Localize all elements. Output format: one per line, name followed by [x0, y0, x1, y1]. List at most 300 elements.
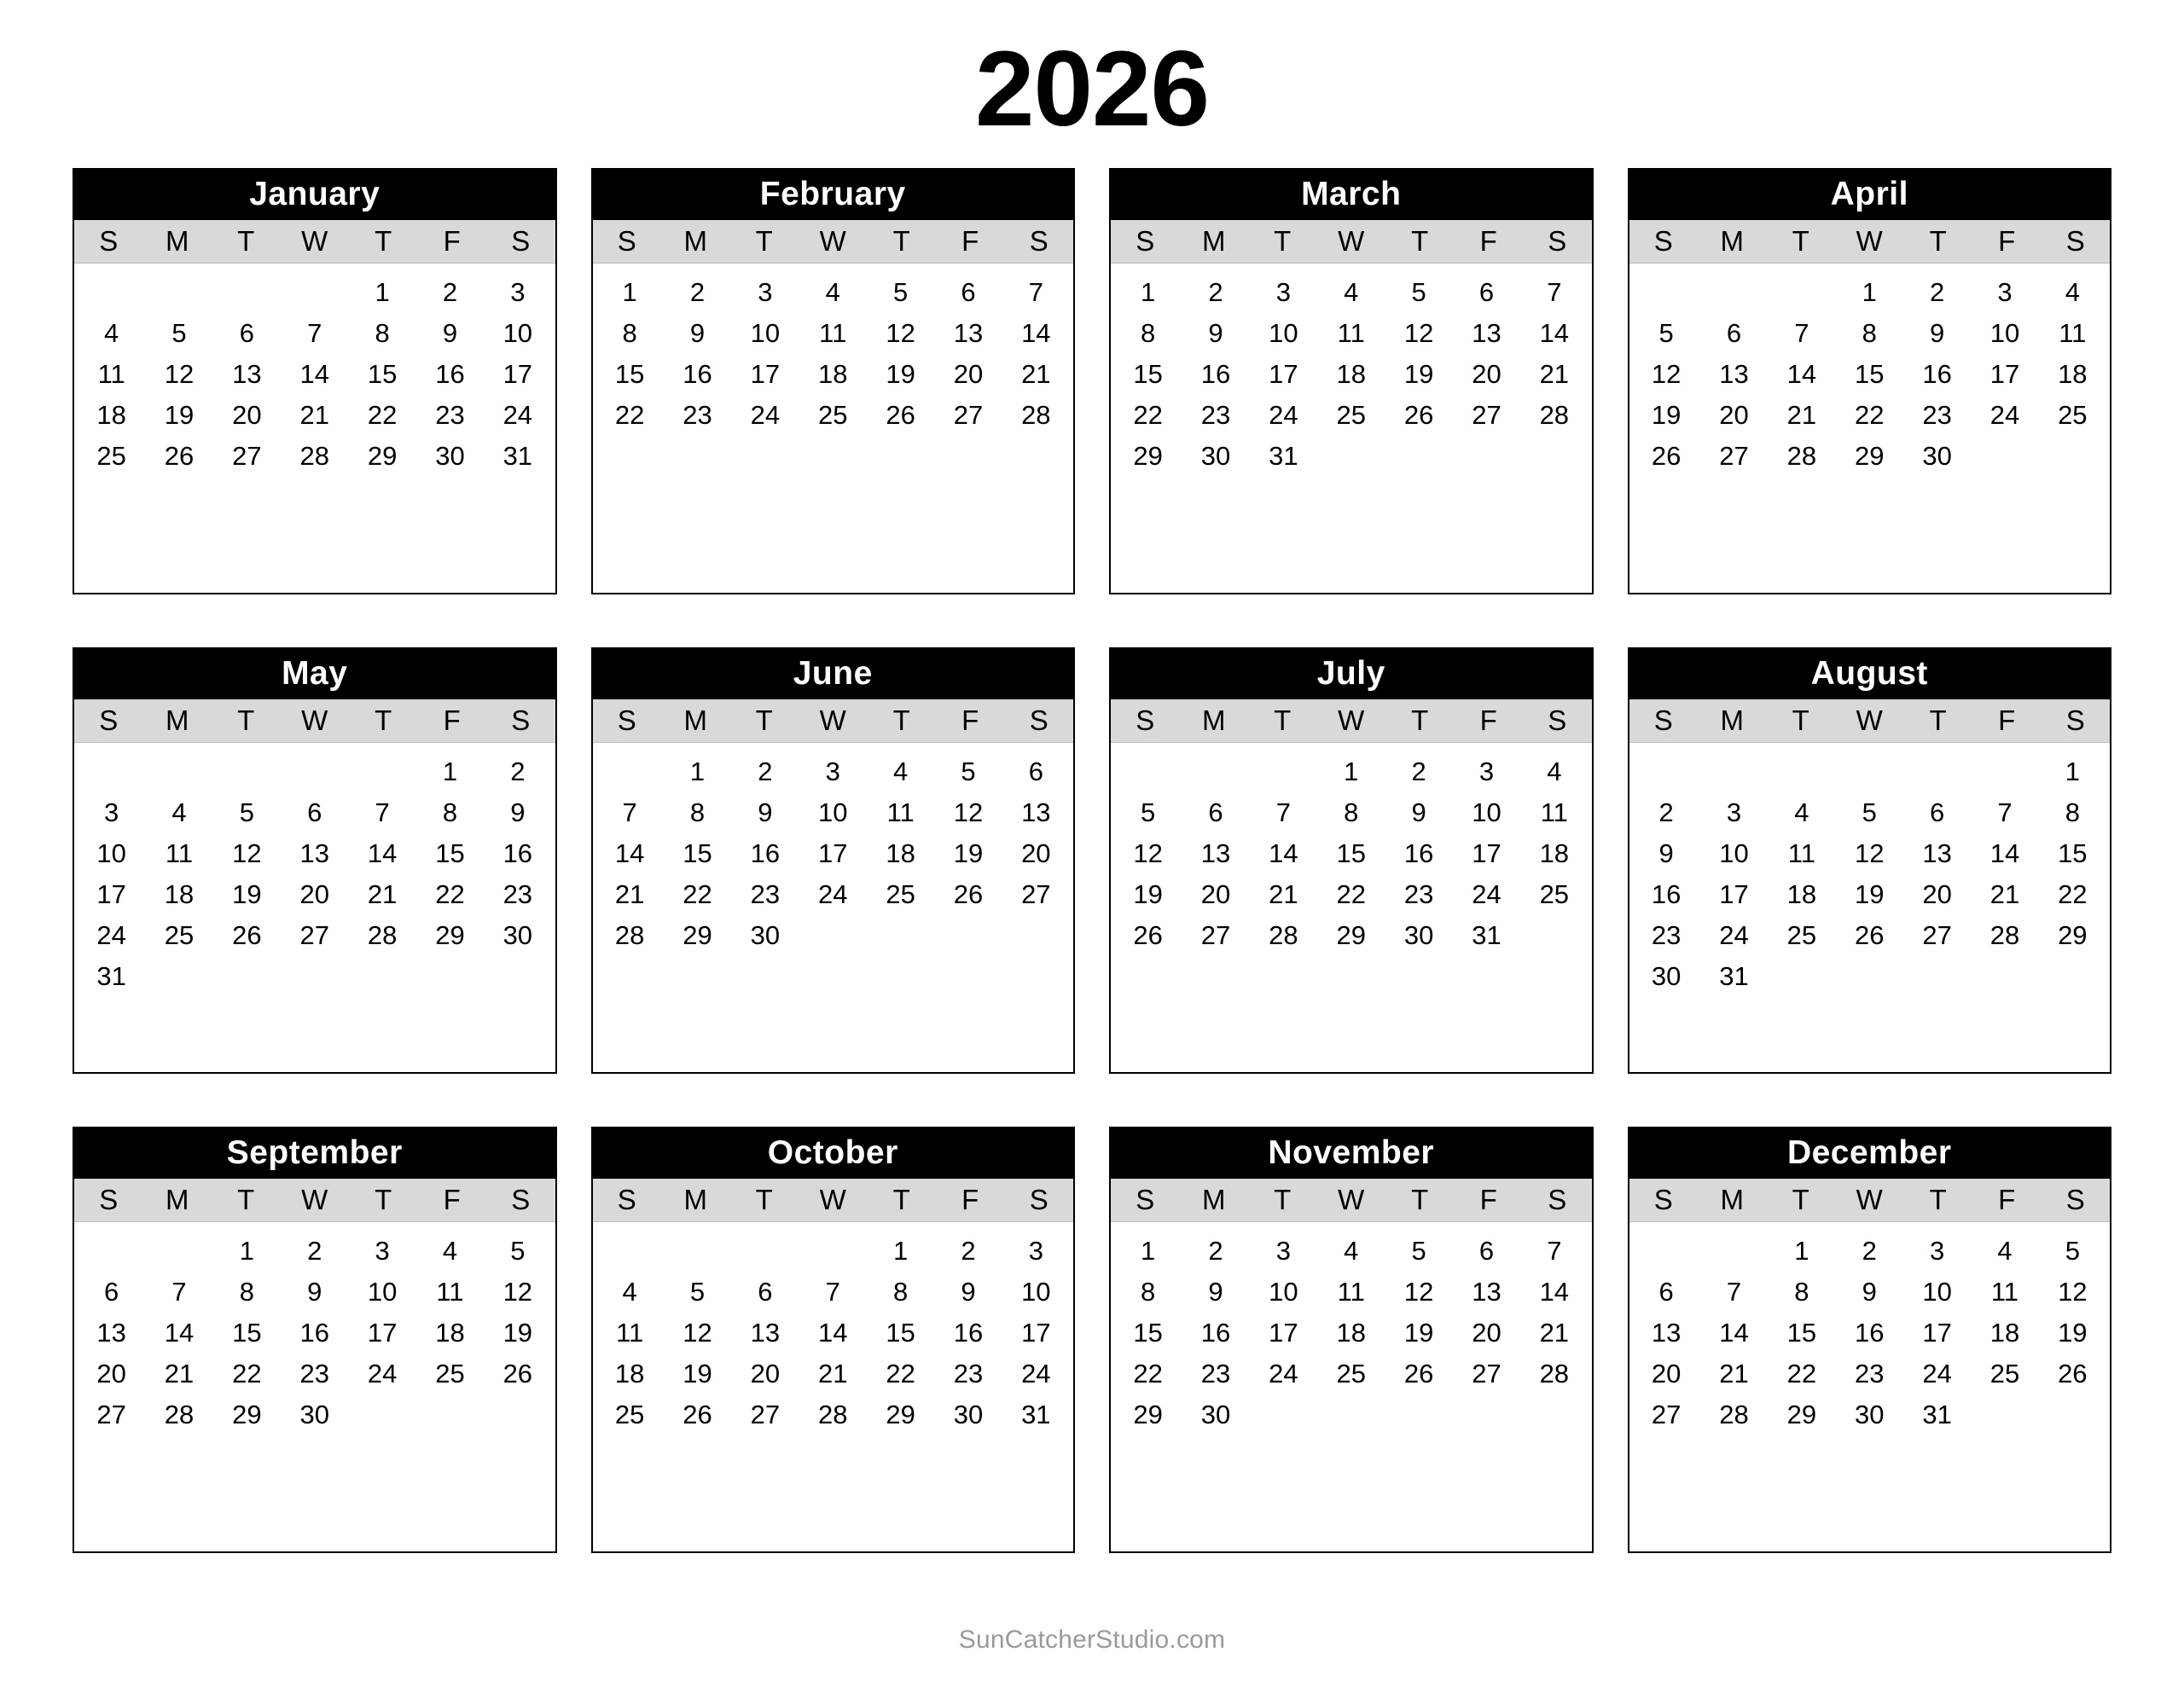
- day-cell[interactable]: 17: [1989, 359, 2020, 389]
- day-cell[interactable]: 30: [1651, 961, 1682, 991]
- day-cell[interactable]: 9: [442, 318, 458, 348]
- day-cell[interactable]: 29: [1786, 1400, 1817, 1429]
- day-cell[interactable]: 1: [892, 1236, 909, 1266]
- day-cell[interactable]: 16: [299, 1318, 329, 1348]
- day-cell[interactable]: 10: [1021, 1277, 1051, 1307]
- day-cell[interactable]: 20: [1472, 1318, 1502, 1348]
- day-cell[interactable]: 28: [1539, 1359, 1570, 1388]
- day-cell[interactable]: 13: [232, 359, 262, 389]
- day-cell[interactable]: 11: [1540, 797, 1568, 827]
- day-cell[interactable]: 13: [1719, 359, 1749, 389]
- day-cell[interactable]: 18: [1989, 1318, 2020, 1348]
- day-cell[interactable]: 25: [1336, 1359, 1366, 1388]
- day-cell[interactable]: 28: [1786, 441, 1817, 471]
- day-cell[interactable]: 22: [1336, 879, 1366, 909]
- day-cell[interactable]: 5: [1658, 318, 1674, 348]
- day-cell[interactable]: 30: [1855, 1400, 1885, 1429]
- day-cell[interactable]: 26: [1403, 400, 1434, 430]
- day-cell[interactable]: 24: [502, 400, 533, 430]
- day-cell[interactable]: 19: [2058, 1318, 2088, 1348]
- day-cell[interactable]: 3: [1997, 277, 2013, 307]
- day-cell[interactable]: 7: [171, 1277, 187, 1307]
- day-cell[interactable]: 13: [750, 1318, 781, 1348]
- day-cell[interactable]: 27: [299, 920, 329, 950]
- day-cell[interactable]: 6: [104, 1277, 119, 1307]
- day-cell[interactable]: 27: [1922, 920, 1952, 950]
- day-cell[interactable]: 13: [1472, 318, 1502, 348]
- day-cell[interactable]: 31: [1922, 1400, 1952, 1429]
- day-cell[interactable]: 24: [1269, 400, 1298, 430]
- day-cell[interactable]: 9: [1862, 1277, 1877, 1307]
- day-cell[interactable]: 25: [2058, 400, 2088, 430]
- day-cell[interactable]: 17: [1472, 838, 1502, 868]
- day-cell[interactable]: 14: [299, 359, 329, 389]
- day-cell[interactable]: 25: [886, 879, 915, 909]
- day-cell[interactable]: 1: [2065, 757, 2080, 786]
- day-cell[interactable]: 16: [1922, 359, 1952, 389]
- day-cell[interactable]: 23: [953, 1359, 984, 1388]
- day-cell[interactable]: 11: [1337, 1277, 1365, 1307]
- day-cell[interactable]: 3: [1275, 1236, 1291, 1266]
- day-cell[interactable]: 9: [758, 797, 773, 827]
- day-cell[interactable]: 6: [1658, 1277, 1674, 1307]
- day-cell[interactable]: 8: [1141, 318, 1156, 348]
- day-cell[interactable]: 31: [1269, 441, 1298, 471]
- day-cell[interactable]: 18: [1336, 359, 1366, 389]
- day-cell[interactable]: 6: [1478, 277, 1495, 307]
- day-cell[interactable]: 10: [1269, 1277, 1298, 1307]
- day-cell[interactable]: 2: [307, 1236, 322, 1266]
- day-cell[interactable]: 25: [435, 1359, 465, 1388]
- day-cell[interactable]: 6: [1929, 797, 1945, 827]
- day-cell[interactable]: 17: [96, 879, 126, 909]
- day-cell[interactable]: 19: [682, 1359, 712, 1388]
- day-cell[interactable]: 11: [97, 359, 125, 389]
- day-cell[interactable]: 10: [1269, 318, 1298, 348]
- day-cell[interactable]: 28: [299, 441, 329, 471]
- day-cell[interactable]: 28: [1989, 920, 2020, 950]
- day-cell[interactable]: 17: [1269, 359, 1298, 389]
- day-cell[interactable]: 3: [1929, 1236, 1945, 1266]
- day-cell[interactable]: 31: [1021, 1400, 1051, 1429]
- day-cell[interactable]: 17: [367, 1318, 398, 1348]
- day-cell[interactable]: 20: [96, 1359, 126, 1388]
- day-cell[interactable]: 21: [818, 1359, 848, 1388]
- day-cell[interactable]: 21: [367, 879, 398, 909]
- day-cell[interactable]: 19: [1651, 400, 1682, 430]
- day-cell[interactable]: 7: [825, 1277, 840, 1307]
- day-cell[interactable]: 15: [614, 359, 645, 389]
- day-cell[interactable]: 24: [1021, 1359, 1051, 1388]
- day-cell[interactable]: 1: [1141, 1236, 1156, 1266]
- day-cell[interactable]: 29: [1336, 920, 1366, 950]
- day-cell[interactable]: 22: [1133, 400, 1163, 430]
- day-cell[interactable]: 14: [1989, 838, 2020, 868]
- day-cell[interactable]: 9: [961, 1277, 976, 1307]
- day-cell[interactable]: 18: [164, 879, 195, 909]
- day-cell[interactable]: 1: [1862, 277, 1877, 307]
- day-cell[interactable]: 23: [1855, 1359, 1885, 1388]
- day-cell[interactable]: 6: [1208, 797, 1223, 827]
- day-cell[interactable]: 21: [299, 400, 329, 430]
- day-cell[interactable]: 5: [2065, 1236, 2080, 1266]
- day-cell[interactable]: 13: [1200, 838, 1231, 868]
- day-cell[interactable]: 8: [622, 318, 637, 348]
- day-cell[interactable]: 18: [96, 400, 126, 430]
- day-cell[interactable]: 11: [436, 1277, 464, 1307]
- day-cell[interactable]: 29: [367, 441, 398, 471]
- day-cell[interactable]: 8: [442, 797, 458, 827]
- day-cell[interactable]: 18: [1539, 838, 1570, 868]
- day-cell[interactable]: 28: [1021, 400, 1051, 430]
- day-cell[interactable]: 1: [239, 1236, 254, 1266]
- day-cell[interactable]: 5: [1411, 1236, 1426, 1266]
- day-cell[interactable]: 8: [239, 1277, 254, 1307]
- day-cell[interactable]: 1: [375, 277, 390, 307]
- day-cell[interactable]: 21: [1989, 879, 2020, 909]
- day-cell[interactable]: 11: [165, 838, 194, 868]
- day-cell[interactable]: 13: [96, 1318, 126, 1348]
- day-cell[interactable]: 30: [1200, 441, 1231, 471]
- day-cell[interactable]: 23: [502, 879, 533, 909]
- day-cell[interactable]: 12: [1855, 838, 1885, 868]
- day-cell[interactable]: 6: [1028, 757, 1043, 786]
- day-cell[interactable]: 16: [502, 838, 533, 868]
- day-cell[interactable]: 29: [1133, 1400, 1163, 1429]
- day-cell[interactable]: 4: [104, 318, 119, 348]
- day-cell[interactable]: 21: [1539, 1318, 1570, 1348]
- day-cell[interactable]: 19: [1855, 879, 1885, 909]
- day-cell[interactable]: 7: [1997, 797, 2013, 827]
- day-cell[interactable]: 1: [442, 757, 458, 786]
- day-cell[interactable]: 18: [2058, 359, 2088, 389]
- day-cell[interactable]: 24: [1922, 1359, 1952, 1388]
- day-cell[interactable]: 31: [1719, 961, 1749, 991]
- day-cell[interactable]: 2: [1929, 277, 1945, 307]
- day-cell[interactable]: 12: [1133, 838, 1163, 868]
- day-cell[interactable]: 12: [886, 318, 915, 348]
- day-cell[interactable]: 10: [818, 797, 848, 827]
- day-cell[interactable]: 21: [1269, 879, 1298, 909]
- day-cell[interactable]: 22: [367, 400, 398, 430]
- day-cell[interactable]: 5: [239, 797, 254, 827]
- day-cell[interactable]: 17: [750, 359, 781, 389]
- day-cell[interactable]: 27: [232, 441, 262, 471]
- day-cell[interactable]: 25: [1786, 920, 1817, 950]
- day-cell[interactable]: 4: [1344, 1236, 1359, 1266]
- day-cell[interactable]: 5: [892, 277, 909, 307]
- day-cell[interactable]: 7: [1547, 1236, 1562, 1266]
- day-cell[interactable]: 24: [1719, 920, 1749, 950]
- day-cell[interactable]: 29: [1133, 441, 1163, 471]
- day-cell[interactable]: 11: [616, 1318, 644, 1348]
- day-cell[interactable]: 30: [299, 1400, 329, 1429]
- day-cell[interactable]: 26: [1651, 441, 1682, 471]
- day-cell[interactable]: 20: [750, 1359, 781, 1388]
- day-cell[interactable]: 22: [886, 1359, 915, 1388]
- day-cell[interactable]: 23: [750, 879, 781, 909]
- day-cell[interactable]: 19: [953, 838, 984, 868]
- day-cell[interactable]: 16: [435, 359, 465, 389]
- day-cell[interactable]: 15: [682, 838, 712, 868]
- day-cell[interactable]: 9: [1658, 838, 1674, 868]
- day-cell[interactable]: 27: [96, 1400, 126, 1429]
- day-cell[interactable]: 10: [1989, 318, 2020, 348]
- day-cell[interactable]: 2: [1208, 277, 1223, 307]
- day-cell[interactable]: 5: [1862, 797, 1877, 827]
- day-cell[interactable]: 3: [1726, 797, 1742, 827]
- day-cell[interactable]: 22: [2058, 879, 2088, 909]
- day-cell[interactable]: 24: [367, 1359, 398, 1388]
- day-cell[interactable]: 5: [510, 1236, 526, 1266]
- day-cell[interactable]: 31: [502, 441, 533, 471]
- day-cell[interactable]: 30: [1200, 1400, 1231, 1429]
- day-cell[interactable]: 11: [1337, 318, 1365, 348]
- day-cell[interactable]: 7: [1275, 797, 1291, 827]
- day-cell[interactable]: 10: [96, 838, 126, 868]
- day-cell[interactable]: 30: [750, 920, 781, 950]
- day-cell[interactable]: 12: [164, 359, 195, 389]
- day-cell[interactable]: 6: [961, 277, 976, 307]
- day-cell[interactable]: 4: [892, 757, 909, 786]
- day-cell[interactable]: 3: [104, 797, 119, 827]
- day-cell[interactable]: 12: [1651, 359, 1682, 389]
- day-cell[interactable]: 10: [1922, 1277, 1952, 1307]
- day-cell[interactable]: 8: [1794, 1277, 1809, 1307]
- day-cell[interactable]: 29: [682, 920, 712, 950]
- day-cell[interactable]: 13: [1021, 797, 1051, 827]
- day-cell[interactable]: 7: [375, 797, 390, 827]
- day-cell[interactable]: 3: [758, 277, 773, 307]
- day-cell[interactable]: 6: [307, 797, 322, 827]
- day-cell[interactable]: 13: [953, 318, 984, 348]
- day-cell[interactable]: 15: [1786, 1318, 1817, 1348]
- day-cell[interactable]: 17: [1021, 1318, 1051, 1348]
- day-cell[interactable]: 15: [2058, 838, 2088, 868]
- day-cell[interactable]: 24: [750, 400, 781, 430]
- day-cell[interactable]: 8: [689, 797, 706, 827]
- day-cell[interactable]: 20: [953, 359, 984, 389]
- day-cell[interactable]: 14: [1269, 838, 1298, 868]
- day-cell[interactable]: 3: [1275, 277, 1291, 307]
- day-cell[interactable]: 28: [367, 920, 398, 950]
- day-cell[interactable]: 24: [818, 879, 848, 909]
- day-cell[interactable]: 2: [442, 277, 458, 307]
- day-cell[interactable]: 6: [1726, 318, 1742, 348]
- day-cell[interactable]: 16: [682, 359, 712, 389]
- day-cell[interactable]: 10: [1472, 797, 1502, 827]
- day-cell[interactable]: 24: [1989, 400, 2020, 430]
- day-cell[interactable]: 26: [953, 879, 984, 909]
- day-cell[interactable]: 2: [689, 277, 706, 307]
- day-cell[interactable]: 8: [2065, 797, 2080, 827]
- day-cell[interactable]: 9: [1411, 797, 1426, 827]
- day-cell[interactable]: 2: [1411, 757, 1426, 786]
- day-cell[interactable]: 26: [1403, 1359, 1434, 1388]
- day-cell[interactable]: 20: [299, 879, 329, 909]
- day-cell[interactable]: 15: [1133, 359, 1163, 389]
- day-cell[interactable]: 29: [2058, 920, 2088, 950]
- day-cell[interactable]: 5: [1141, 797, 1156, 827]
- day-cell[interactable]: 2: [1658, 797, 1674, 827]
- day-cell[interactable]: 7: [1726, 1277, 1742, 1307]
- day-cell[interactable]: 7: [1028, 277, 1043, 307]
- day-cell[interactable]: 1: [622, 277, 637, 307]
- day-cell[interactable]: 16: [750, 838, 781, 868]
- day-cell[interactable]: 16: [953, 1318, 984, 1348]
- day-cell[interactable]: 25: [96, 441, 126, 471]
- day-cell[interactable]: 2: [961, 1236, 976, 1266]
- day-cell[interactable]: 4: [622, 1277, 637, 1307]
- day-cell[interactable]: 11: [2059, 318, 2087, 348]
- day-cell[interactable]: 6: [239, 318, 254, 348]
- day-cell[interactable]: 9: [510, 797, 526, 827]
- day-cell[interactable]: 12: [1403, 1277, 1434, 1307]
- day-cell[interactable]: 8: [375, 318, 390, 348]
- day-cell[interactable]: 18: [435, 1318, 465, 1348]
- day-cell[interactable]: 23: [435, 400, 465, 430]
- day-cell[interactable]: 15: [1336, 838, 1366, 868]
- day-cell[interactable]: 4: [1547, 757, 1562, 786]
- day-cell[interactable]: 24: [96, 920, 126, 950]
- day-cell[interactable]: 19: [502, 1318, 533, 1348]
- day-cell[interactable]: 23: [1651, 920, 1682, 950]
- day-cell[interactable]: 13: [299, 838, 329, 868]
- day-cell[interactable]: 28: [1269, 920, 1298, 950]
- day-cell[interactable]: 6: [1478, 1236, 1495, 1266]
- day-cell[interactable]: 25: [818, 400, 848, 430]
- day-cell[interactable]: 20: [1021, 838, 1051, 868]
- day-cell[interactable]: 26: [1855, 920, 1885, 950]
- day-cell[interactable]: 3: [1028, 1236, 1043, 1266]
- day-cell[interactable]: 12: [232, 838, 262, 868]
- day-cell[interactable]: 8: [1141, 1277, 1156, 1307]
- day-cell[interactable]: 25: [1989, 1359, 2020, 1388]
- day-cell[interactable]: 23: [682, 400, 712, 430]
- day-cell[interactable]: 9: [1208, 1277, 1223, 1307]
- day-cell[interactable]: 18: [818, 359, 848, 389]
- day-cell[interactable]: 3: [1478, 757, 1495, 786]
- day-cell[interactable]: 1: [689, 757, 706, 786]
- day-cell[interactable]: 23: [1200, 400, 1231, 430]
- day-cell[interactable]: 20: [232, 400, 262, 430]
- day-cell[interactable]: 5: [689, 1277, 706, 1307]
- day-cell[interactable]: 28: [614, 920, 645, 950]
- day-cell[interactable]: 14: [1719, 1318, 1749, 1348]
- day-cell[interactable]: 29: [435, 920, 465, 950]
- day-cell[interactable]: 25: [1539, 879, 1570, 909]
- day-cell[interactable]: 22: [232, 1359, 262, 1388]
- day-cell[interactable]: 15: [1133, 1318, 1163, 1348]
- day-cell[interactable]: 14: [367, 838, 398, 868]
- day-cell[interactable]: 20: [1200, 879, 1231, 909]
- day-cell[interactable]: 11: [1990, 1277, 2019, 1307]
- day-cell[interactable]: 22: [435, 879, 465, 909]
- day-cell[interactable]: 15: [1855, 359, 1885, 389]
- day-cell[interactable]: 19: [1403, 359, 1434, 389]
- day-cell[interactable]: 29: [886, 1400, 915, 1429]
- day-cell[interactable]: 19: [1133, 879, 1163, 909]
- day-cell[interactable]: 9: [1929, 318, 1945, 348]
- day-cell[interactable]: 2: [510, 757, 526, 786]
- day-cell[interactable]: 18: [886, 838, 915, 868]
- day-cell[interactable]: 8: [1344, 797, 1359, 827]
- day-cell[interactable]: 10: [367, 1277, 398, 1307]
- day-cell[interactable]: 12: [2058, 1277, 2088, 1307]
- day-cell[interactable]: 31: [1472, 920, 1502, 950]
- day-cell[interactable]: 25: [1336, 400, 1366, 430]
- day-cell[interactable]: 21: [1719, 1359, 1749, 1388]
- day-cell[interactable]: 30: [1922, 441, 1952, 471]
- day-cell[interactable]: 17: [502, 359, 533, 389]
- day-cell[interactable]: 4: [442, 1236, 458, 1266]
- day-cell[interactable]: 14: [1539, 318, 1570, 348]
- day-cell[interactable]: 22: [1786, 1359, 1817, 1388]
- day-cell[interactable]: 20: [1922, 879, 1952, 909]
- day-cell[interactable]: 14: [1786, 359, 1817, 389]
- day-cell[interactable]: 14: [614, 838, 645, 868]
- day-cell[interactable]: 9: [1208, 318, 1223, 348]
- day-cell[interactable]: 7: [622, 797, 637, 827]
- day-cell[interactable]: 12: [502, 1277, 533, 1307]
- day-cell[interactable]: 16: [1651, 879, 1682, 909]
- day-cell[interactable]: 18: [1786, 879, 1817, 909]
- day-cell[interactable]: 30: [502, 920, 533, 950]
- day-cell[interactable]: 17: [1269, 1318, 1298, 1348]
- day-cell[interactable]: 8: [1862, 318, 1877, 348]
- day-cell[interactable]: 24: [1472, 879, 1502, 909]
- day-cell[interactable]: 15: [886, 1318, 915, 1348]
- day-cell[interactable]: 7: [307, 318, 322, 348]
- day-cell[interactable]: 15: [435, 838, 465, 868]
- day-cell[interactable]: 4: [1794, 797, 1809, 827]
- day-cell[interactable]: 14: [1021, 318, 1051, 348]
- day-cell[interactable]: 28: [1719, 1400, 1749, 1429]
- day-cell[interactable]: 24: [1269, 1359, 1298, 1388]
- day-cell[interactable]: 23: [1403, 879, 1434, 909]
- day-cell[interactable]: 29: [1855, 441, 1885, 471]
- day-cell[interactable]: 16: [1855, 1318, 1885, 1348]
- day-cell[interactable]: 2: [1862, 1236, 1877, 1266]
- day-cell[interactable]: 13: [1922, 838, 1952, 868]
- day-cell[interactable]: 27: [953, 400, 984, 430]
- day-cell[interactable]: 2: [1208, 1236, 1223, 1266]
- day-cell[interactable]: 7: [1794, 318, 1809, 348]
- day-cell[interactable]: 23: [1200, 1359, 1231, 1388]
- day-cell[interactable]: 8: [892, 1277, 909, 1307]
- day-cell[interactable]: 11: [819, 318, 847, 348]
- day-cell[interactable]: 27: [750, 1400, 781, 1429]
- day-cell[interactable]: 10: [1719, 838, 1749, 868]
- day-cell[interactable]: 26: [2058, 1359, 2088, 1388]
- day-cell[interactable]: 25: [164, 920, 195, 950]
- day-cell[interactable]: 14: [1539, 1277, 1570, 1307]
- day-cell[interactable]: 26: [164, 441, 195, 471]
- day-cell[interactable]: 2: [758, 757, 773, 786]
- day-cell[interactable]: 22: [682, 879, 712, 909]
- day-cell[interactable]: 27: [1472, 400, 1502, 430]
- day-cell[interactable]: 27: [1651, 1400, 1682, 1429]
- day-cell[interactable]: 26: [886, 400, 915, 430]
- day-cell[interactable]: 26: [1133, 920, 1163, 950]
- day-cell[interactable]: 19: [164, 400, 195, 430]
- day-cell[interactable]: 3: [510, 277, 526, 307]
- day-cell[interactable]: 14: [818, 1318, 848, 1348]
- day-cell[interactable]: 15: [367, 359, 398, 389]
- day-cell[interactable]: 5: [171, 318, 187, 348]
- day-cell[interactable]: 1: [1794, 1236, 1809, 1266]
- day-cell[interactable]: 26: [502, 1359, 533, 1388]
